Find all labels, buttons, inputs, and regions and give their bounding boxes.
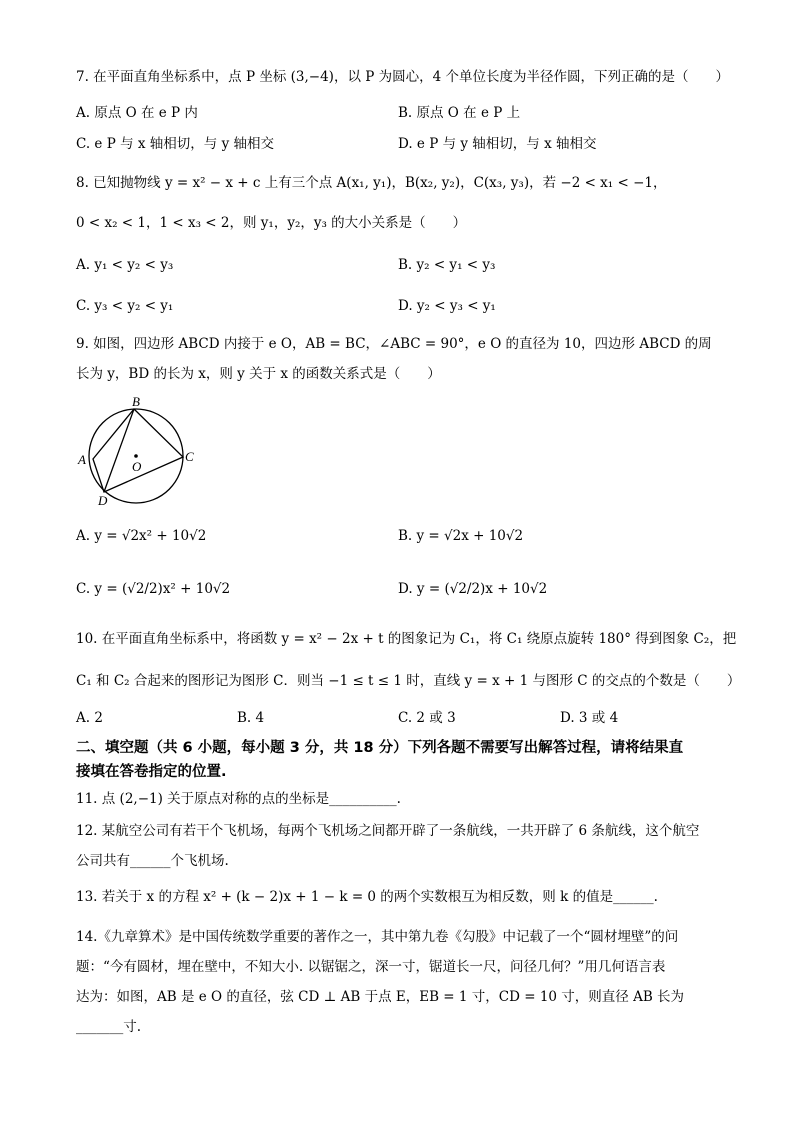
q11-text: 11. 点 (2,−1) 关于原点对称的点的坐标是__________. bbox=[76, 791, 401, 807]
q9-stem-line2: 长为 y，BD 的长为 x，则 y 关于 x 的函数关系式是（ ） bbox=[76, 366, 441, 382]
label-o: O bbox=[132, 459, 142, 474]
q7-stem: 7. 在平面直角坐标系中，点 P 坐标 (3,−4)，以 P 为圆心，4 个单位长度为半径作圆，下列正确的是（ ） bbox=[76, 69, 729, 85]
q9-option-d: D. y = (√2/2)x + 10√2 bbox=[398, 581, 548, 597]
q8-option-d: D. y₂ < y₃ < y₁ bbox=[398, 298, 496, 314]
quadrilateral-abcd bbox=[93, 409, 183, 492]
label-d: D bbox=[98, 493, 108, 508]
q14-line1: 14.《九章算术》是中国传统数学重要的著作之一，其中第九卷《勾股》中记载了一个“圆材埋壁”的问 bbox=[76, 929, 679, 945]
q7-option-c: C. e P 与 x 轴相切，与 y 轴相交 bbox=[76, 136, 274, 152]
q8-option-a: A. y₁ < y₂ < y₃ bbox=[76, 257, 174, 273]
q10-option-c: C. 2 或 3 bbox=[398, 710, 456, 726]
q14-line4: _______寸. bbox=[76, 1019, 142, 1035]
q9-option-a: A. y = √2x² + 10√2 bbox=[76, 528, 207, 544]
q14-line3: 达为：如图，AB 是 e O 的直径，弦 CD ⊥ AB 于点 E，EB = 1 寸，CD = 10 寸，则直径 AB 长为 bbox=[76, 989, 685, 1005]
q9-circle-diagram bbox=[74, 393, 204, 508]
section-2-heading-line2: 接填在答卷指定的位置. bbox=[76, 764, 227, 780]
section-2-heading-line1: 二、填空题（共 6 小题，每小题 3 分，共 18 分）下列各题不需要写出解答过程，请将结果直 bbox=[76, 740, 684, 756]
q8-option-c: C. y₃ < y₂ < y₁ bbox=[76, 298, 174, 314]
q14-line2: 题：“今有圆材，埋在壁中，不知大小. 以锯锯之，深一寸，锯道长一尺，问径几何？”用几何语言表 bbox=[76, 959, 666, 975]
q10-option-d: D. 3 或 4 bbox=[560, 710, 619, 726]
q9-option-b: B. y = √2x + 10√2 bbox=[398, 528, 524, 544]
center-point bbox=[134, 454, 138, 458]
q8-option-b: B. y₂ < y₁ < y₃ bbox=[398, 257, 496, 273]
label-a: A bbox=[78, 452, 86, 467]
label-c: C bbox=[185, 449, 194, 464]
label-b: B bbox=[132, 394, 140, 409]
q12-line2: 公司共有______个飞机场. bbox=[76, 853, 229, 869]
q10-option-b: B. 4 bbox=[237, 710, 265, 726]
q10-stem-line1: 10. 在平面直角坐标系中，将函数 y = x² − 2x + t 的图象记为 C₁，将 C₁ 绕原点旋转 180° 得到图象 C₂，把 bbox=[76, 631, 737, 647]
q10-option-a: A. 2 bbox=[76, 710, 103, 726]
q12-line1: 12. 某航空公司有若干个飞机场，每两个飞机场之间都开辟了一条航线，一共开辟了 6 条航线，这个航空 bbox=[76, 823, 700, 839]
q7-option-d: D. e P 与 y 轴相切，与 x 轴相交 bbox=[398, 136, 597, 152]
q13-text: 13. 若关于 x 的方程 x² + (k − 2)x + 1 − k = 0 的两个实数根互为相反数，则 k 的值是______. bbox=[76, 889, 658, 905]
q8-stem-line1: 8. 已知抛物线 y = x² − x + c 上有三个点 A(x₁, y₁)，B(x₂, y₂)，C(x₃, y₃)，若 −2 < x₁ < −1， bbox=[76, 175, 667, 191]
q7-option-a: A. 原点 O 在 e P 内 bbox=[76, 105, 198, 121]
q9-option-c: C. y = (√2/2)x² + 10√2 bbox=[76, 581, 231, 597]
q8-stem-line2: 0 < x₂ < 1，1 < x₃ < 2，则 y₁，y₂，y₃ 的大小关系是（ ） bbox=[76, 215, 467, 231]
q10-stem-line2: C₁ 和 C₂ 合起来的图形记为图形 C．则当 −1 ≤ t ≤ 1 时，直线 y = x + 1 与图形 C 的交点的个数是（ ） bbox=[76, 673, 741, 689]
q7-option-b: B. 原点 O 在 e P 上 bbox=[398, 105, 521, 121]
q9-stem-line1: 9. 如图，四边形 ABCD 内接于 e O，AB = BC，∠ABC = 90°，e O 的直径为 10，四边形 ABCD 的周 bbox=[76, 336, 712, 352]
diagonal-bd bbox=[104, 409, 134, 492]
